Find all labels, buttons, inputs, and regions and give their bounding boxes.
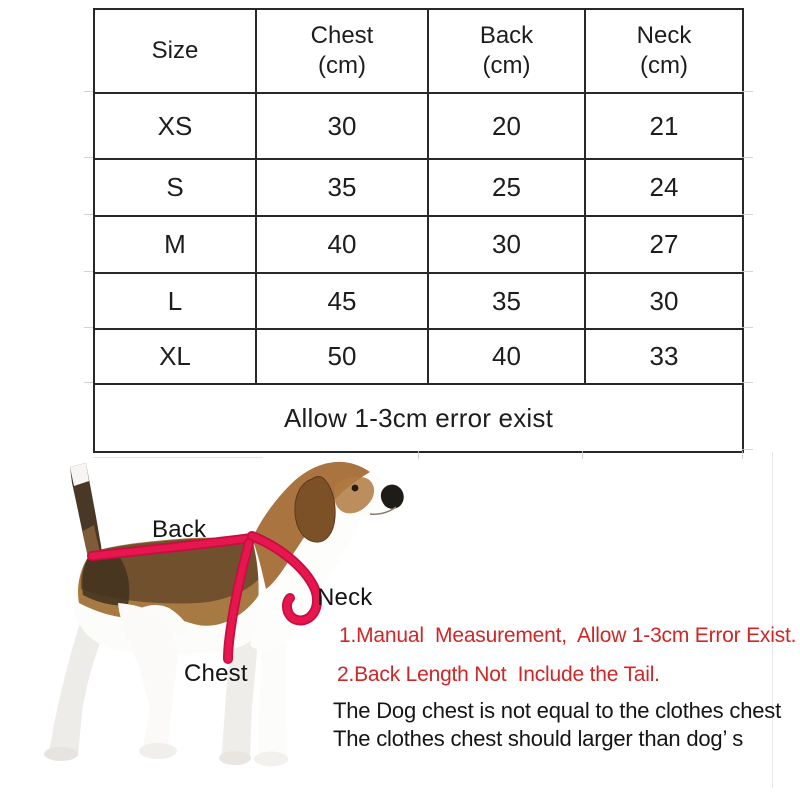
header-label: Chest — [310, 22, 374, 49]
table-row-xs — [94, 93, 743, 159]
back-label: Back — [152, 516, 207, 543]
back-cell: 20 — [428, 93, 585, 159]
header-unit: (cm) — [640, 52, 688, 79]
table-header-row — [94, 9, 743, 93]
near-hind-leg — [118, 603, 177, 752]
chest-label: Chest — [184, 660, 248, 687]
header-label: Size — [151, 37, 199, 64]
header-unit: (cm) — [318, 52, 366, 79]
note-back-length: 2.Back Length Not Include the Tail. — [337, 663, 660, 686]
neck-cell: 30 — [585, 273, 743, 329]
size-cell: XS — [94, 93, 256, 159]
col-header-neck — [585, 9, 743, 93]
header-label: Back — [479, 22, 534, 49]
neck-cell: 24 — [585, 159, 743, 216]
col-header-chest — [256, 9, 428, 93]
tolerance-note: Allow 1-3cm error exist — [94, 384, 743, 452]
size-cell: S — [94, 159, 256, 216]
size-cell: M — [94, 216, 256, 273]
eye — [352, 485, 359, 492]
note-chest-not-equal: The Dog chest is not equal to the clothes chest — [333, 698, 781, 723]
table-row-l — [94, 273, 743, 329]
back-cell: 40 — [428, 329, 585, 384]
neck-cell: 27 — [585, 216, 743, 273]
size-cell: L — [94, 273, 256, 329]
back-cell: 30 — [428, 216, 585, 273]
neck-label: Neck — [317, 584, 373, 611]
chest-cell: 35 — [256, 159, 428, 216]
table-row-xl — [94, 329, 743, 384]
size-table — [93, 8, 744, 453]
far-front-paw — [219, 751, 251, 765]
table-footer-row — [94, 384, 743, 452]
note-manual-measurement: 1.Manual Measurement, Allow 1-3cm Error Exist. — [339, 624, 797, 647]
back-cell: 35 — [428, 273, 585, 329]
size-cell: XL — [94, 329, 256, 384]
table-row-m — [94, 216, 743, 273]
table-row-s — [94, 159, 743, 216]
note-chest-larger: The clothes chest should larger than dog’ s — [333, 726, 744, 751]
neck-cell: 21 — [585, 93, 743, 159]
header-label: Neck — [636, 22, 692, 49]
near-hind-paw — [139, 743, 177, 759]
far-hind-leg — [48, 623, 100, 756]
header-unit: (cm) — [482, 52, 531, 79]
col-header-back — [428, 9, 585, 93]
back-cell: 25 — [428, 159, 585, 216]
chest-cell: 45 — [256, 273, 428, 329]
chest-cell: 30 — [256, 93, 428, 159]
chest-cell: 50 — [256, 329, 428, 384]
neck-cell: 33 — [585, 329, 743, 384]
col-header-size — [94, 9, 256, 93]
chest-cell: 40 — [256, 216, 428, 273]
far-hind-paw — [44, 747, 78, 761]
near-front-paw — [254, 752, 288, 767]
ghost-column-line — [772, 452, 773, 788]
